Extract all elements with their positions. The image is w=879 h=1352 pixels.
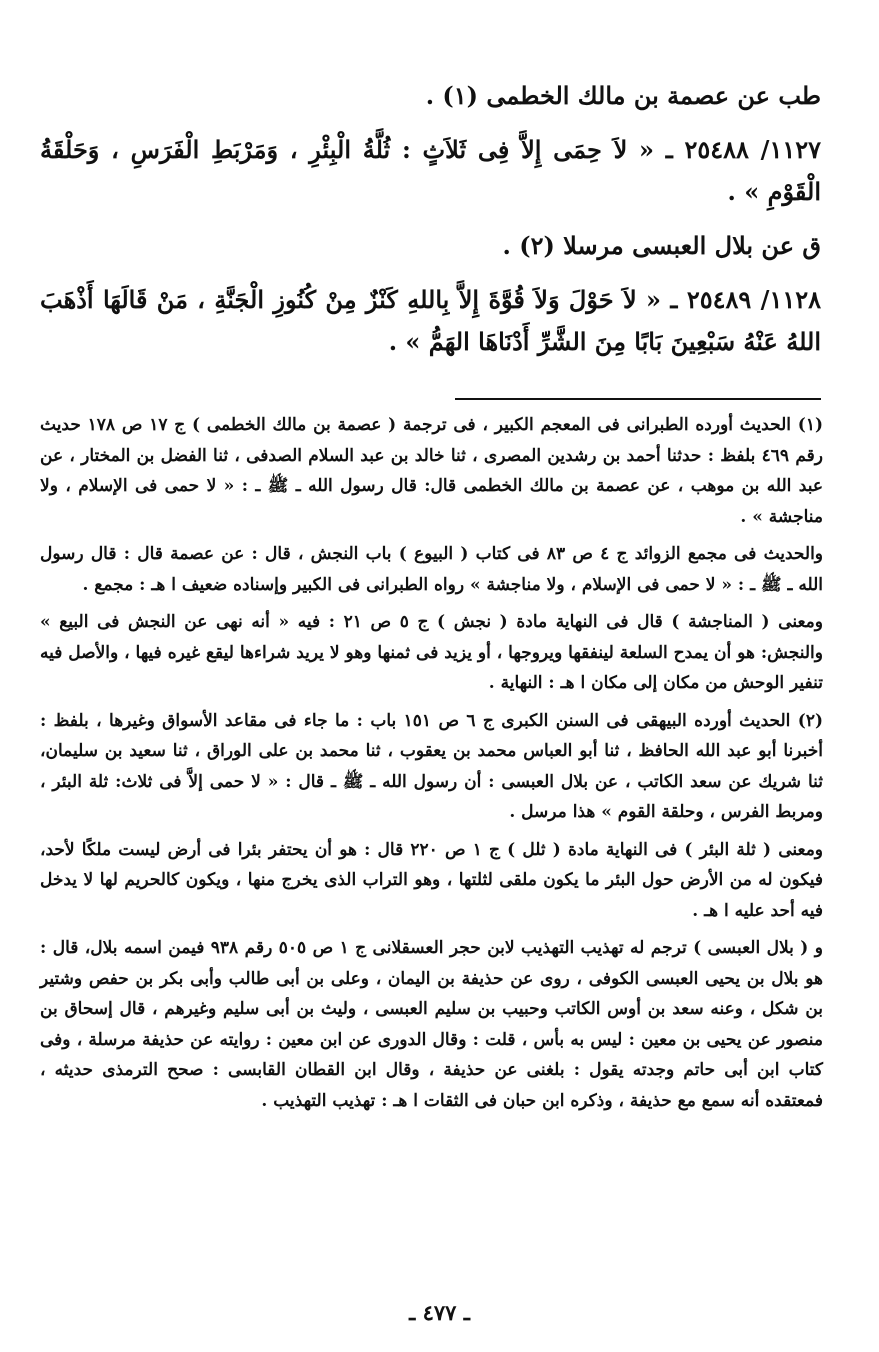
footnote-divider <box>455 398 821 400</box>
footnotes <box>40 410 823 1123</box>
main-text <box>40 75 821 375</box>
footnote-1-paragraph-3: ومعنى ( المناجشة ) قال فى النهاية مادة ( نجش ) ج ٥ ص ٢١ : فيه « أنه نهى عن النجش فى البيع » والنجش: هو أن يمدح السلعة لينفقها ويروجها ، أو يزيد فى ثمنها وهو لا يريد شراءها ليقع غيره فيها ، والأصل فيه تنفير الوحش من مكان إلى مكان ا هـ : النهاية . <box>39 612 823 693</box>
footnote-1: (١) الحديث أورده الطبرانى فى المعجم الكبير ، فى ترجمة ( عصمة بن مالك الخطمى ) ج ١٧ ص ١٧٨ حديث رقم ٤٦٩ بلفظ : حدثنا أحمد بن رشدين المصرى ، ثنا خالد بن عبد السلام الصدفى ، ثنا الفضل بن المختار ، عن عبد الله بن موهب ، عن عصمة بن مالك الخطمى قال: قال رسول الله ـ ﷺ ـ : « لا حمى فى الإسلام ، ولا مناجشة » . <box>40 415 824 527</box>
source-line-2: ق عن بلال العبسى مرسلا (٢) . <box>502 231 821 260</box>
footnote-2: (٢) الحديث أورده البيهقى فى السنن الكبرى ج ٦ ص ١٥١ باب : ما جاء فى مقاعد الأسواق وغيرها ، بلفظ : أخبرنا أبو عبد الله الحافظ ، ثنا أبو العباس محمد بن يعقوب ، ثنا محمد بن على الوراق ، ثنا سعيد بن سليمان، ثنا شريك عن سعد الكاتب ، عن بلال العبسى : أن رسول الله ـ ﷺ ـ قال : « لا حمى إلاَّ فى ثلاث: ثلة البئر ، ومربط الفرس ، وحلقة القوم » هذا مرسل . <box>40 710 824 822</box>
footnote-1-paragraph-2: والحديث فى مجمع الزوائد ج ٤ ص ٨٣ فى كتاب ( البيوع ) باب النجش ، قال : عن عصمة قال : قال رسول الله ـ ﷺ ـ : « لا حمى فى الإسلام ، ولا مناجشة » رواه الطبرانى فى الكبير وإسناده ضعيف ا هـ : مجمع . <box>40 544 824 595</box>
footnote-2-paragraph-3: و ( بلال العبسى ) ترجم له تهذيب التهذيب لابن حجر العسقلانى ج ١ ص ٥٠٥ رقم ٩٣٨ فيمن اسمه بلال، قال : هو بلال بن يحيى العبسى الكوفى ، روى عن حذيفة بن اليمان ، وعلى بن أبى طالب وأبى بكر بن حفص وشتير بن شكل ، وعنه سعد بن أوس الكاتب وحبيب بن سليم العبسى ، وليث بن أبى سليم وغيرهم ، قال إسحاق بن منصور عن يحيى بن معين : ليس به بأس ، قلت : وقال الدورى عن ابن معين : روايته عن حذيفة مرسلة ، وفى كتاب ابن أبى حاتم وجدته يقول : بلغنى عن حذيفة ، وقال ابن القطان القابسى : صحح الترمذى حديثه ، فمعتقده أنه سمع مع حذيفة ، وذكره ابن حبان فى الثقات ا هـ : تهذيب التهذيب . <box>40 938 824 1111</box>
source-line-1: طب عن عصمة بن مالك الخطمى (١) . <box>425 81 821 110</box>
hadith-1128: ١١٢٨/ ٢٥٤٨٩ ـ « لاَ حَوْلَ وَلاَ قُوَّةَ إِلاَّ بِاللهِ كَنْزٌ مِنْ كُنُوزِ الْجَنَّةِ ، مَنْ قَالَهَا أَذْهَبَ اللهُ عَنْهُ سَبْعِينَ بَابًا مِنَ الشَّرِّ أَدْنَاهَا الهَمُّ » . <box>40 285 822 356</box>
footnote-2-paragraph-2: ومعنى ( ثلة البئر ) فى النهاية مادة ( ثلل ) ج ١ ص ٢٢٠ قال : هو أن يحتفر بئرا فى أرض ليست ملكًا لأحد، فيكون له من الأرض حول البئر ما يكون ملقى لثلتها ، وهو التراب الذى يخرج منها ، ويكون كالحريم لها لا يدخل فيه أحد عليه ا هـ . <box>40 839 824 921</box>
page-number: ـ ٤٧٧ ـ <box>409 1300 470 1325</box>
hadith-1127: ١١٢٧/ ٢٥٤٨٨ ـ « لاَ حِمَى إِلاَّ فِى ثَلاَثٍ : ثُلَّةُ الْبِئْرِ ، وَمَرْبَطِ الْفَرَسِ ، وَحَلْقَةُ الْقَوْمِ » . <box>40 135 821 206</box>
